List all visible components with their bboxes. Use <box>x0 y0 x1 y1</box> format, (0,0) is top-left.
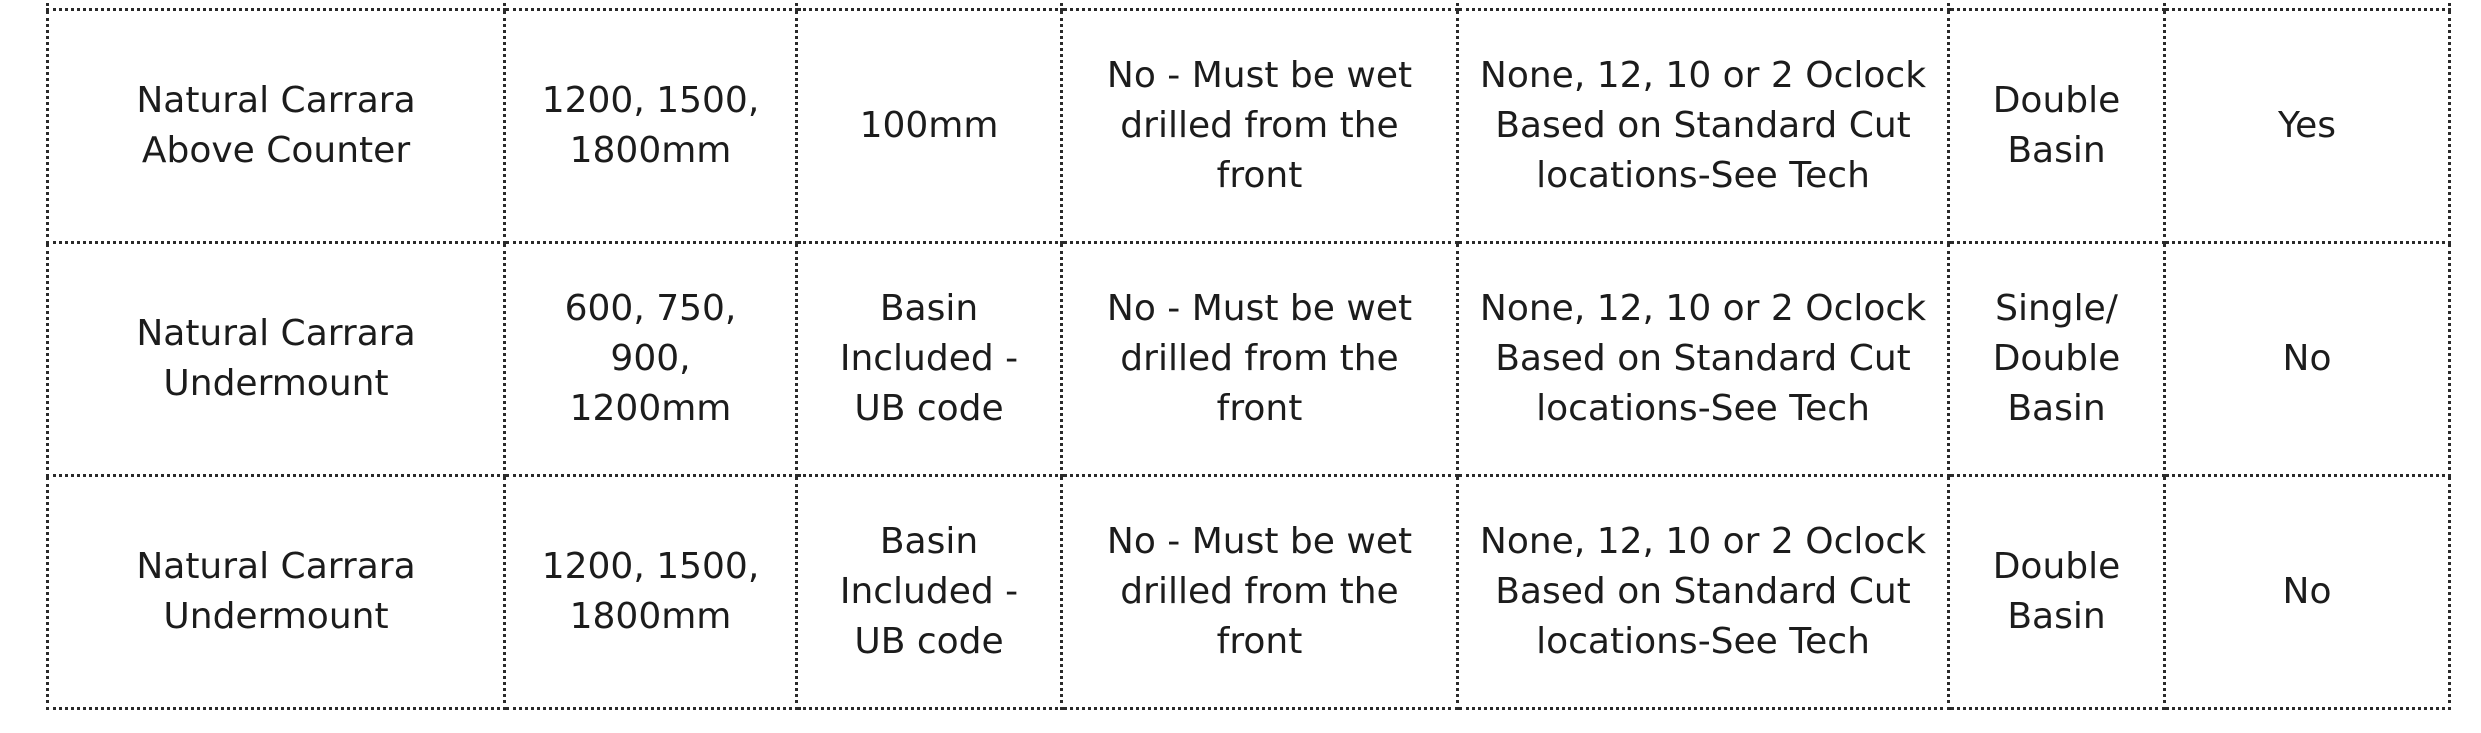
model-cell: Natural Carrara Above Counter <box>48 10 505 243</box>
table-row <box>48 243 2450 476</box>
table-row <box>48 10 2450 243</box>
table-row <box>48 476 2450 709</box>
tap-position-cell: None, 12, 10 or 2 Oclock Based on Standard Cut locations-See Tech <box>1458 10 1949 243</box>
table-cell-empty <box>797 0 1062 10</box>
basin-config-cell: Single/ Double Basin <box>1949 243 2165 476</box>
tap-position-cell: None, 12, 10 or 2 Oclock Based on Standard Cut locations-See Tech <box>1458 476 1949 709</box>
table-cell-empty <box>2165 0 2450 10</box>
sizes-cell: 600, 750, 900, 1200mm <box>505 243 797 476</box>
basin-config-cell: Double Basin <box>1949 476 2165 709</box>
product-spec-table <box>46 0 2451 710</box>
waste-cell: Basin Included - UB code <box>797 476 1062 709</box>
sizes-cell: 1200, 1500, 1800mm <box>505 476 797 709</box>
tap-hole-cell: No - Must be wet drilled from the front <box>1062 476 1458 709</box>
table-cell-empty <box>505 0 797 10</box>
model-cell: Natural Carrara Undermount <box>48 476 505 709</box>
waste-cell: 100mm <box>797 10 1062 243</box>
table-row-partial <box>48 0 2450 10</box>
tap-hole-cell: No - Must be wet drilled from the front <box>1062 10 1458 243</box>
model-cell: Natural Carrara Undermount <box>48 243 505 476</box>
table-cell-empty <box>1458 0 1949 10</box>
table-cell-empty <box>1949 0 2165 10</box>
sizes-cell: 1200, 1500, 1800mm <box>505 10 797 243</box>
overflow-cell: No <box>2165 476 2450 709</box>
waste-cell: Basin Included - UB code <box>797 243 1062 476</box>
tap-hole-cell: No - Must be wet drilled from the front <box>1062 243 1458 476</box>
table-cell-empty <box>1062 0 1458 10</box>
overflow-cell: No <box>2165 243 2450 476</box>
tap-position-cell: None, 12, 10 or 2 Oclock Based on Standard Cut locations-See Tech <box>1458 243 1949 476</box>
basin-config-cell: Double Basin <box>1949 10 2165 243</box>
overflow-cell: Yes <box>2165 10 2450 243</box>
table-cell-empty <box>48 0 505 10</box>
